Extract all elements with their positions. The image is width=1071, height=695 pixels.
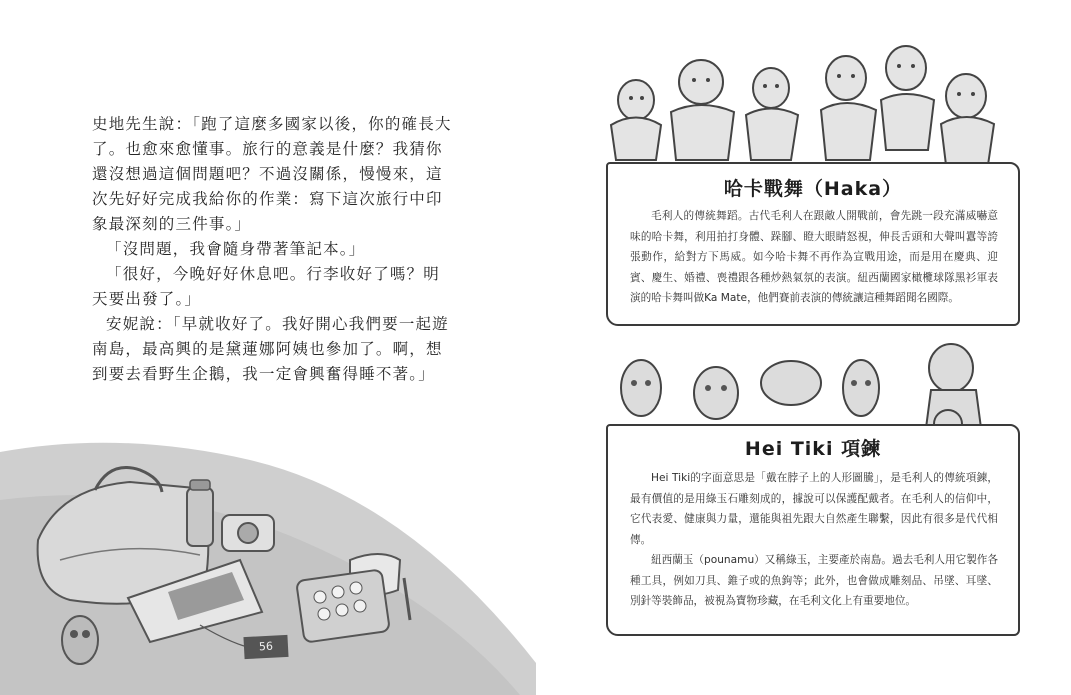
story-paragraph-2: 「沒問題，我會隨身帶著筆記本。」 — [106, 240, 366, 258]
hei-tiki-illustration — [536, 328, 1071, 428]
hei-tiki-body — [630, 468, 998, 612]
hei-tiki-paragraph-2: 紐西蘭玉（pounamu）又稱綠玉，主要產於南島。過去毛利人用它製作各種工具，例如刀具、錐子或的魚鉤等；此外，也會做成雕刻品、吊墜、耳墜、別針等裝飾品，被視為寶物珍藏，在毛利文化上有重要地位。 — [630, 554, 998, 607]
haka-body — [630, 206, 998, 309]
coin-case-icon — [296, 569, 390, 642]
story-paragraph-1: 史地先生說：「跑了這麼多國家以後，你的確長大了。也愈來愈懂事。旅行的意義是什麼？我猜你還沒想過這個問題吧？不過沒關係，慢慢來，這次先好好完成我給你的作業：寫下這次旅行中印象最深刻的三件事。」 — [92, 115, 452, 233]
tiki-pendant-icon — [62, 616, 98, 664]
water-bottle-icon — [187, 480, 213, 546]
haka-title: 哈卡戰舞（Haka） — [723, 178, 903, 200]
page-number: 56 — [243, 635, 288, 659]
haka-dancers-illustration — [536, 0, 1071, 170]
story-paragraph-4: 安妮說：「早就收好了。我好開心我們要一起遊南島，最高興的是黛蓮娜阿姨也參加了。啊，想到要去看野生企鵝，我一定會興奮得睡不著。」 — [92, 315, 449, 383]
hei-tiki-info-box — [606, 424, 1020, 636]
haka-paragraph: 毛利人的傳統舞蹈。古代毛利人在跟敵人開戰前，會先跳一段充滿威嚇意味的哈卡舞，利用拍打身體、跺腳、瞪大眼睛怒視，伸長舌頭和大聲叫囂等誇張動作，給對方下馬威。如今哈卡舞不再作為宣戰用途，而是用在慶典、迎賓、慶生、婚禮、喪禮跟各種炒熱氣氛的表演。紐西蘭國家橄欖球隊黑衫軍表演的哈卡舞叫做Ka Mate，他們賽前表演的傳統讓這種舞蹈聞名國際。 — [630, 210, 998, 304]
story-paragraph-3: 「很好，今晚好好休息吧。行李收好了嗎？明天要出發了。」 — [92, 265, 441, 308]
hei-tiki-paragraph-1: Hei Tiki的字面意思是「戴在脖子上的人形圖騰」，是毛利人的傳統項鍊，最有價值的是用綠玉石雕刻成的，據說可以保護配戴者。在毛利人的信仰中，它代表愛、健康與力量，還能與祖先跟大自然產生聯繫，因此有很多是代代相傳。 — [630, 472, 998, 546]
hei-tiki-title: Hei Tiki 項鍊 — [744, 438, 882, 460]
right-page — [536, 0, 1071, 695]
haka-info-box — [606, 162, 1020, 326]
camera-icon — [222, 515, 274, 551]
